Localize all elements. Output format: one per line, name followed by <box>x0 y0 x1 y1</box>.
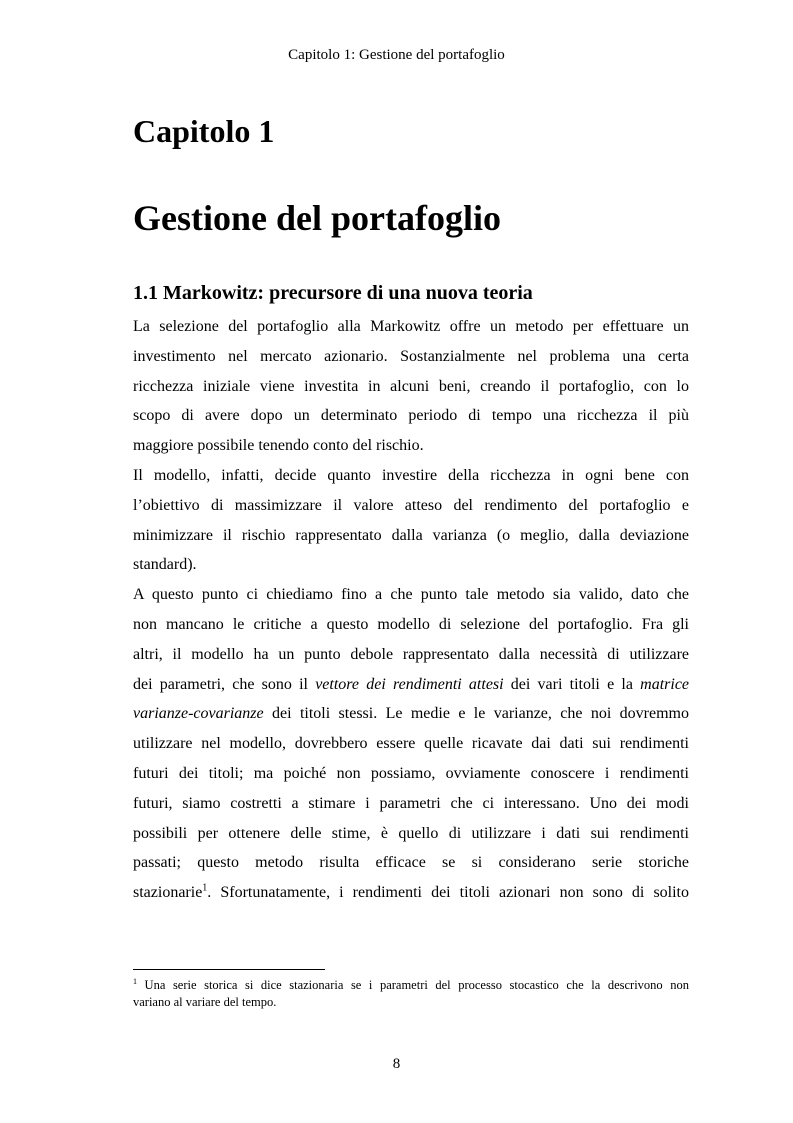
italic-term: vettore dei rendimenti attesi <box>315 675 504 693</box>
text-line: investimento nel mercato azionario. Sostanzialmente nel problema una certa <box>133 347 689 365</box>
text-line <box>133 670 689 700</box>
text-line: standard). <box>133 556 197 574</box>
text-line: utilizzare nel modello, dovrebbero essere quelle ricavate dai dati sui rendimenti <box>133 735 689 753</box>
text-line: Il modello, infatti, decide quanto investire della ricchezza in ogni bene con <box>133 466 689 484</box>
chapter-title: Gestione del portafoglio <box>133 198 501 238</box>
footnote <box>133 977 689 1011</box>
text-line: non mancano le critiche a questo modello di selezione del portafoglio. Fra gli <box>133 615 689 633</box>
italic-term: varianze-covarianze <box>133 705 264 723</box>
footnote-rule <box>133 969 325 970</box>
text-segment: dei vari titoli e la <box>503 675 641 693</box>
footnote-line: variano al variare del tempo. <box>133 995 277 1009</box>
text-segment: stazionarie <box>133 884 203 902</box>
text-line: minimizzare il rischio rappresentato dalla varianza (o meglio, dalla deviazione <box>133 526 689 544</box>
italic-term: matrice <box>640 675 690 693</box>
footnote-line <box>133 977 689 994</box>
running-header: Capitolo 1: Gestione del portafoglio <box>288 47 505 63</box>
footnote-reference[interactable]: 1 <box>202 882 208 894</box>
text-line: maggiore possibile tenendo conto del rischio. <box>133 437 424 455</box>
footnote-marker: 1 <box>133 976 137 986</box>
text-line: La selezione del portafoglio alla Markowitz offre un metodo per effettuare un <box>133 318 689 335</box>
text-line: futuri dei titoli; ma poiché non possiamo, ovviamente conoscere i rendimenti <box>133 764 689 782</box>
text-line: scopo di avere dopo un determinato periodo di tempo una ricchezza il più <box>133 407 689 425</box>
text-line <box>133 878 689 908</box>
chapter-label: Capitolo 1 <box>133 113 275 149</box>
body-text <box>133 312 689 908</box>
text-segment: dei titoli stessi. Le medie e le varianze, che noi dovremmo <box>263 705 689 723</box>
page-number: 8 <box>392 1056 401 1072</box>
text-line <box>133 699 689 729</box>
text-line: passati; questo metodo risulta efficace se si considerano serie storiche <box>133 854 689 872</box>
section-title: 1.1 Markowitz: precursore di una nuova teoria <box>133 282 533 304</box>
text-segment: dei parametri, che sono il <box>133 675 316 693</box>
text-line: ricchezza iniziale viene investita in alcuni beni, creando il portafoglio, con lo <box>133 377 689 395</box>
text-line: l’obiettivo di massimizzare il valore atteso del rendimento del portafoglio e <box>133 496 689 514</box>
text-line: possibili per ottenere delle stime, è quello di utilizzare i dati sui rendimenti <box>133 824 689 842</box>
text-line: altri, il modello ha un punto debole rappresentato dalla necessità di utilizzare <box>133 645 689 663</box>
footnote-text: Una serie storica si dice stazionaria se i parametri del processo stocastico che la descrivono non <box>137 978 689 992</box>
text-line: futuri, siamo costretti a stimare i parametri che ci interessano. Uno dei modi <box>133 794 689 812</box>
text-segment: . Sfortunatamente, i rendimenti dei titoli azionari non sono di solito <box>207 884 689 902</box>
text-line: A questo punto ci chiediamo fino a che punto tale metodo sia valido, dato che <box>133 586 689 604</box>
